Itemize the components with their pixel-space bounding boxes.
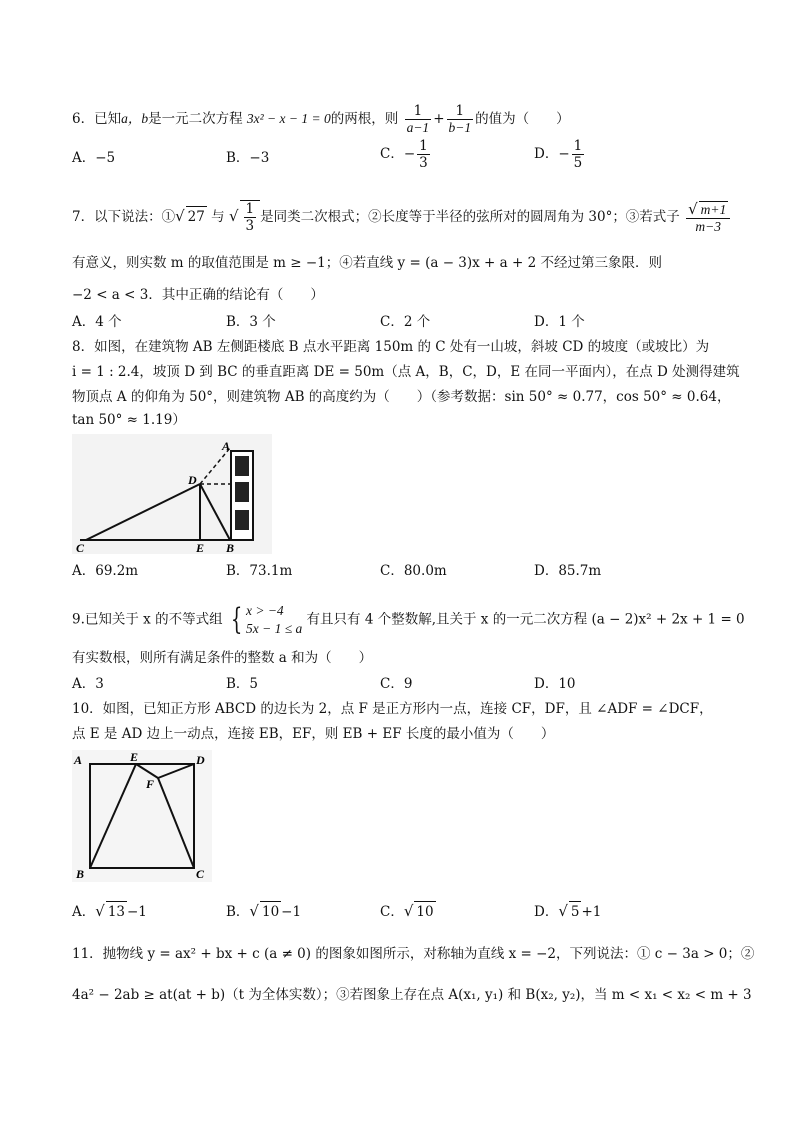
q10-option-a: A．√ 13 −1 — [72, 902, 147, 920]
q11-stem-line-1: 11．抛物线 y = ax² + bx + c (a ≠ 0) 的图象如图所示，对称轴为直线 x = −2，下列说法：① c − 3a > 0；② — [72, 946, 755, 962]
q6-option-d: D．− $\frac{1}{5}$ — [534, 138, 583, 171]
q8-label-b: B — [226, 541, 235, 554]
q10-label-e: E — [130, 750, 139, 764]
q8-label-a: A — [222, 439, 231, 453]
q8-option-a: A．69.2m — [72, 563, 139, 579]
q7-option-a: A．4 个 — [72, 314, 122, 330]
q9-option-d: D．10 — [534, 676, 576, 692]
q8-stem-line-4: tan 50° ≈ 1.19） — [72, 412, 186, 428]
q9-option-b: B．5 — [226, 676, 259, 692]
q6-frac-2: $\frac{1}{b-1}$ — [448, 103, 472, 135]
q8-option-b: B．73.1m — [226, 563, 293, 579]
q6-option-a: A．−5 — [72, 150, 116, 166]
q7-expression: $\frac{√ m+1}{m-3}$ — [686, 201, 730, 235]
q10-option-b: B．√ 10 −1 — [226, 902, 302, 920]
q9-stem-line-1: 9.已知关于 x 的不等式组 { x > −4 5x − 1 ≤ a 有且只有 4 个整数解,且关于 x 的一元二次方程 (a − 2)x² + 2x + 1 = 0 — [72, 602, 745, 637]
q10-option-c: C．√ 10 — [380, 902, 434, 920]
q7-option-d: D．1 个 — [534, 314, 585, 330]
q8-stem-line-3: 物顶点 A 的仰角为 50°，则建筑物 AB 的高度约为（ ）（参考数据：sin 50° ≈ 0.77，cos 50° ≈ 0.64， — [72, 389, 731, 405]
q8-label-d: D — [188, 473, 197, 487]
q10-label-c: C — [196, 867, 205, 881]
q7-option-b: B．3 个 — [226, 314, 276, 330]
q10-label-a: A — [74, 753, 83, 767]
q10-label-f: F — [146, 777, 155, 791]
q7-stem-line-3: −2 < a < 3．其中正确的结论有（ ） — [72, 287, 324, 303]
q6-option-c: C．− $\frac{1}{3}$ — [380, 138, 428, 171]
q8-stem-line-1: 8．如图，在建筑物 AB 左侧距楼底 B 点水平距离 150m 的 C 处有一山坡，斜坡 CD 的坡度（或坡比）为 — [72, 339, 710, 355]
q11-stem-line-2: 4a² − 2ab ≥ at(at + b)（t 为全体实数）；③若图象上存在点 A(x₁, y₁) 和 B(x₂, y₂)，当 m < x₁ < x₂ < m + 3 — [72, 987, 752, 1003]
q7-stem-line-1: 7．以下说法：①√ 27 与 √ $\frac{1}{3}$ 是同类二次根式；②长度等于半径的弦所对的圆周角为 30°；③若式子 $\frac{√ m+1}{m-3}$ — [72, 200, 732, 235]
q8-option-d: D．85.7m — [534, 563, 602, 579]
q10-stem-line-1: 10．如图，已知正方形 ABCD 的边长为 2，点 F 是正方形内一点，连接 CF，DF，且 ∠ADF = ∠DCF， — [72, 701, 713, 717]
q6-option-b: B．−3 — [226, 150, 270, 166]
q10-label-d: D — [196, 753, 205, 767]
q8-stem-line-2: i = 1 : 2.4，坡顶 D 到 BC 的垂直距离 DE = 50m（点 A，B，C，D，E 在同一平面内），在点 D 处测得建筑 — [72, 364, 740, 380]
q9-inequality-system: x > −4 5x − 1 ≤ a — [245, 603, 303, 636]
q8-label-c: C — [76, 541, 85, 554]
q10-stem-line-2: 点 E 是 AD 边上一动点，连接 EB，EF，则 EB + EF 长度的最小值为（ ） — [72, 726, 555, 742]
q9-option-a: A．3 — [72, 676, 104, 692]
q7-option-c: C．2 个 — [380, 314, 431, 330]
q7-stem-line-2: 有意义，则实数 m 的取值范围是 m ≥ −1；④若直线 y = (a − 3)x + a + 2 不经过第三象限．则 — [72, 255, 662, 271]
q9-stem-line-2: 有实数根，则所有满足条件的整数 a 和为（ ） — [72, 650, 373, 666]
q8-label-e: E — [196, 541, 205, 554]
q10-label-b: B — [76, 867, 85, 881]
q10-option-d: D．√ 5 +1 — [534, 902, 602, 920]
q8-figure — [72, 434, 272, 554]
q6-stem: 6．已知a，b是一元二次方程 3x² − x − 1 = 0的两根，则 $\frac{1}{a-1}$ + $\frac{1}{b-1}$ 的值为（ ） — [72, 103, 570, 135]
q6-frac-1: $\frac{1}{a-1}$ — [406, 103, 430, 135]
q10-figure — [72, 750, 212, 882]
q8-option-c: C．80.0m — [380, 563, 447, 579]
q9-option-c: C．9 — [380, 676, 413, 692]
